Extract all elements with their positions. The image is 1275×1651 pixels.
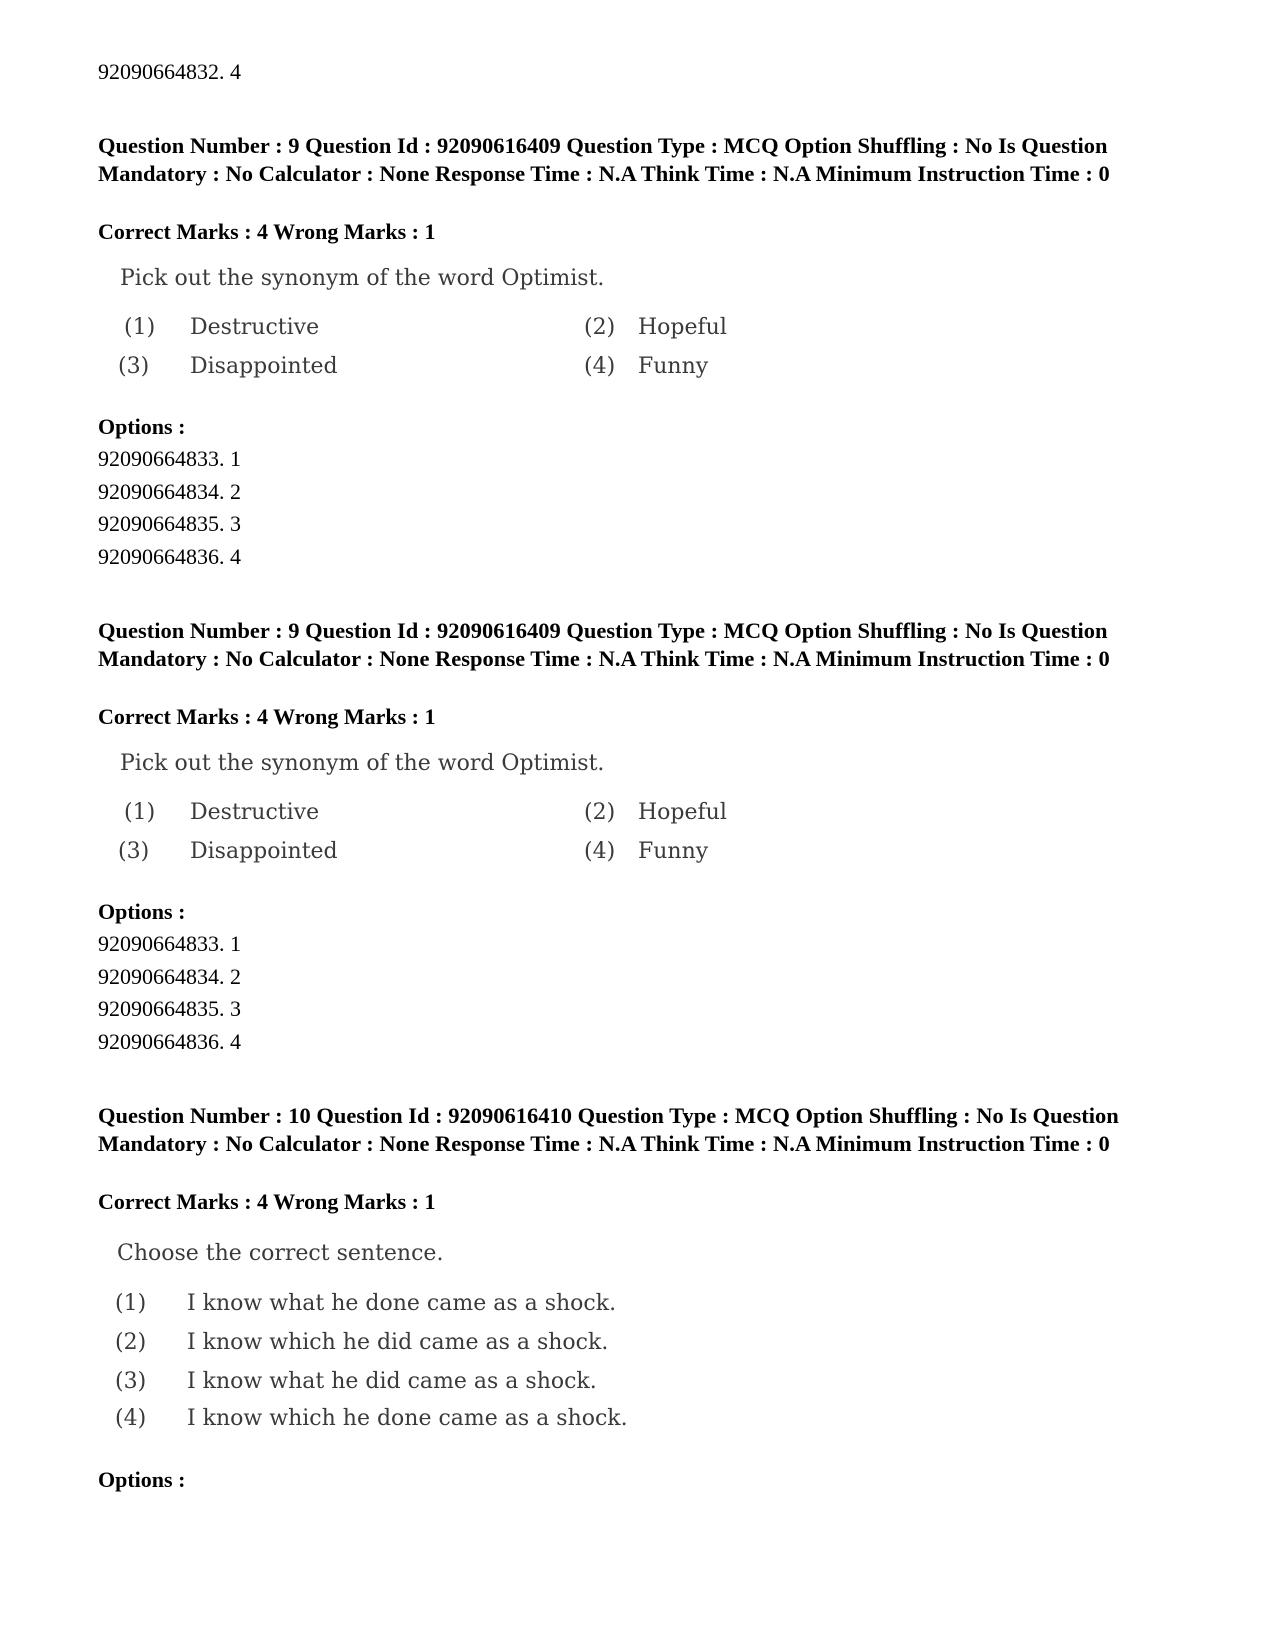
- question-text: Pick out the synonym of the word Optimist.: [120, 751, 605, 776]
- option-line: 92090664833. 1: [98, 446, 241, 471]
- choice-number: (2): [584, 800, 616, 825]
- option-line: 92090664836. 4: [98, 1029, 241, 1054]
- choice-text: Hopeful: [638, 800, 727, 825]
- choice-text: Funny: [638, 839, 709, 864]
- choice-number: (1): [115, 1291, 147, 1316]
- option-line: 92090664834. 2: [98, 479, 241, 504]
- choice-text: I know which he done came as a shock.: [187, 1406, 628, 1431]
- choice-text: Destructive: [190, 315, 320, 340]
- question-meta: Question Number : 9 Question Id : 92090616409 Question Type : MCQ Option Shuffling : No Is Question Mandatory : No Calculator : None Response Time : N.A Think Time : N.A Minimum Instruction Time : 0: [98, 133, 1110, 186]
- choice-number: (4): [584, 839, 616, 864]
- choice-number: (4): [115, 1406, 147, 1431]
- option-line: 92090664834. 2: [98, 964, 241, 989]
- options-label: Options :: [98, 414, 186, 439]
- question-meta: Question Number : 10 Question Id : 92090616410 Question Type : MCQ Option Shuffling : No Is Question Mandatory : No Calculator : None Response Time : N.A Think Time : N.A Minimum Instruction Time : 0: [98, 1103, 1119, 1156]
- option-line: 92090664832. 4: [98, 59, 241, 84]
- question-text: Choose the correct sentence.: [117, 1241, 444, 1266]
- options-label: Options :: [98, 899, 186, 924]
- choice-text: Hopeful: [638, 315, 727, 340]
- choice-number: (3): [118, 354, 150, 379]
- choice-number: (2): [115, 1330, 147, 1355]
- option-line: 92090664833. 1: [98, 931, 241, 956]
- options-label: Options :: [98, 1467, 186, 1492]
- choice-number: (1): [124, 800, 156, 825]
- choice-number: (4): [584, 354, 616, 379]
- choice-number: (2): [584, 315, 616, 340]
- marks-line: Correct Marks : 4 Wrong Marks : 1: [98, 219, 436, 244]
- choice-text: I know what he did came as a shock.: [187, 1369, 597, 1394]
- choice-text: I know which he did came as a shock.: [187, 1330, 609, 1355]
- question-text: Pick out the synonym of the word Optimist.: [120, 266, 605, 291]
- question-meta: Question Number : 9 Question Id : 92090616409 Question Type : MCQ Option Shuffling : No Is Question Mandatory : No Calculator : None Response Time : N.A Think Time : N.A Minimum Instruction Time : 0: [98, 618, 1110, 671]
- choice-number: (3): [115, 1369, 147, 1394]
- option-line: 92090664835. 3: [98, 996, 241, 1021]
- choice-text: Destructive: [190, 800, 320, 825]
- option-line: 92090664835. 3: [98, 511, 241, 536]
- choice-text: Funny: [638, 354, 709, 379]
- choice-text: Disappointed: [190, 354, 338, 379]
- marks-line: Correct Marks : 4 Wrong Marks : 1: [98, 1189, 436, 1214]
- choice-text: Disappointed: [190, 839, 338, 864]
- choice-text: I know what he done came as a shock.: [187, 1291, 617, 1316]
- marks-line: Correct Marks : 4 Wrong Marks : 1: [98, 704, 436, 729]
- option-line: 92090664836. 4: [98, 544, 241, 569]
- choice-number: (3): [118, 839, 150, 864]
- choice-number: (1): [124, 315, 156, 340]
